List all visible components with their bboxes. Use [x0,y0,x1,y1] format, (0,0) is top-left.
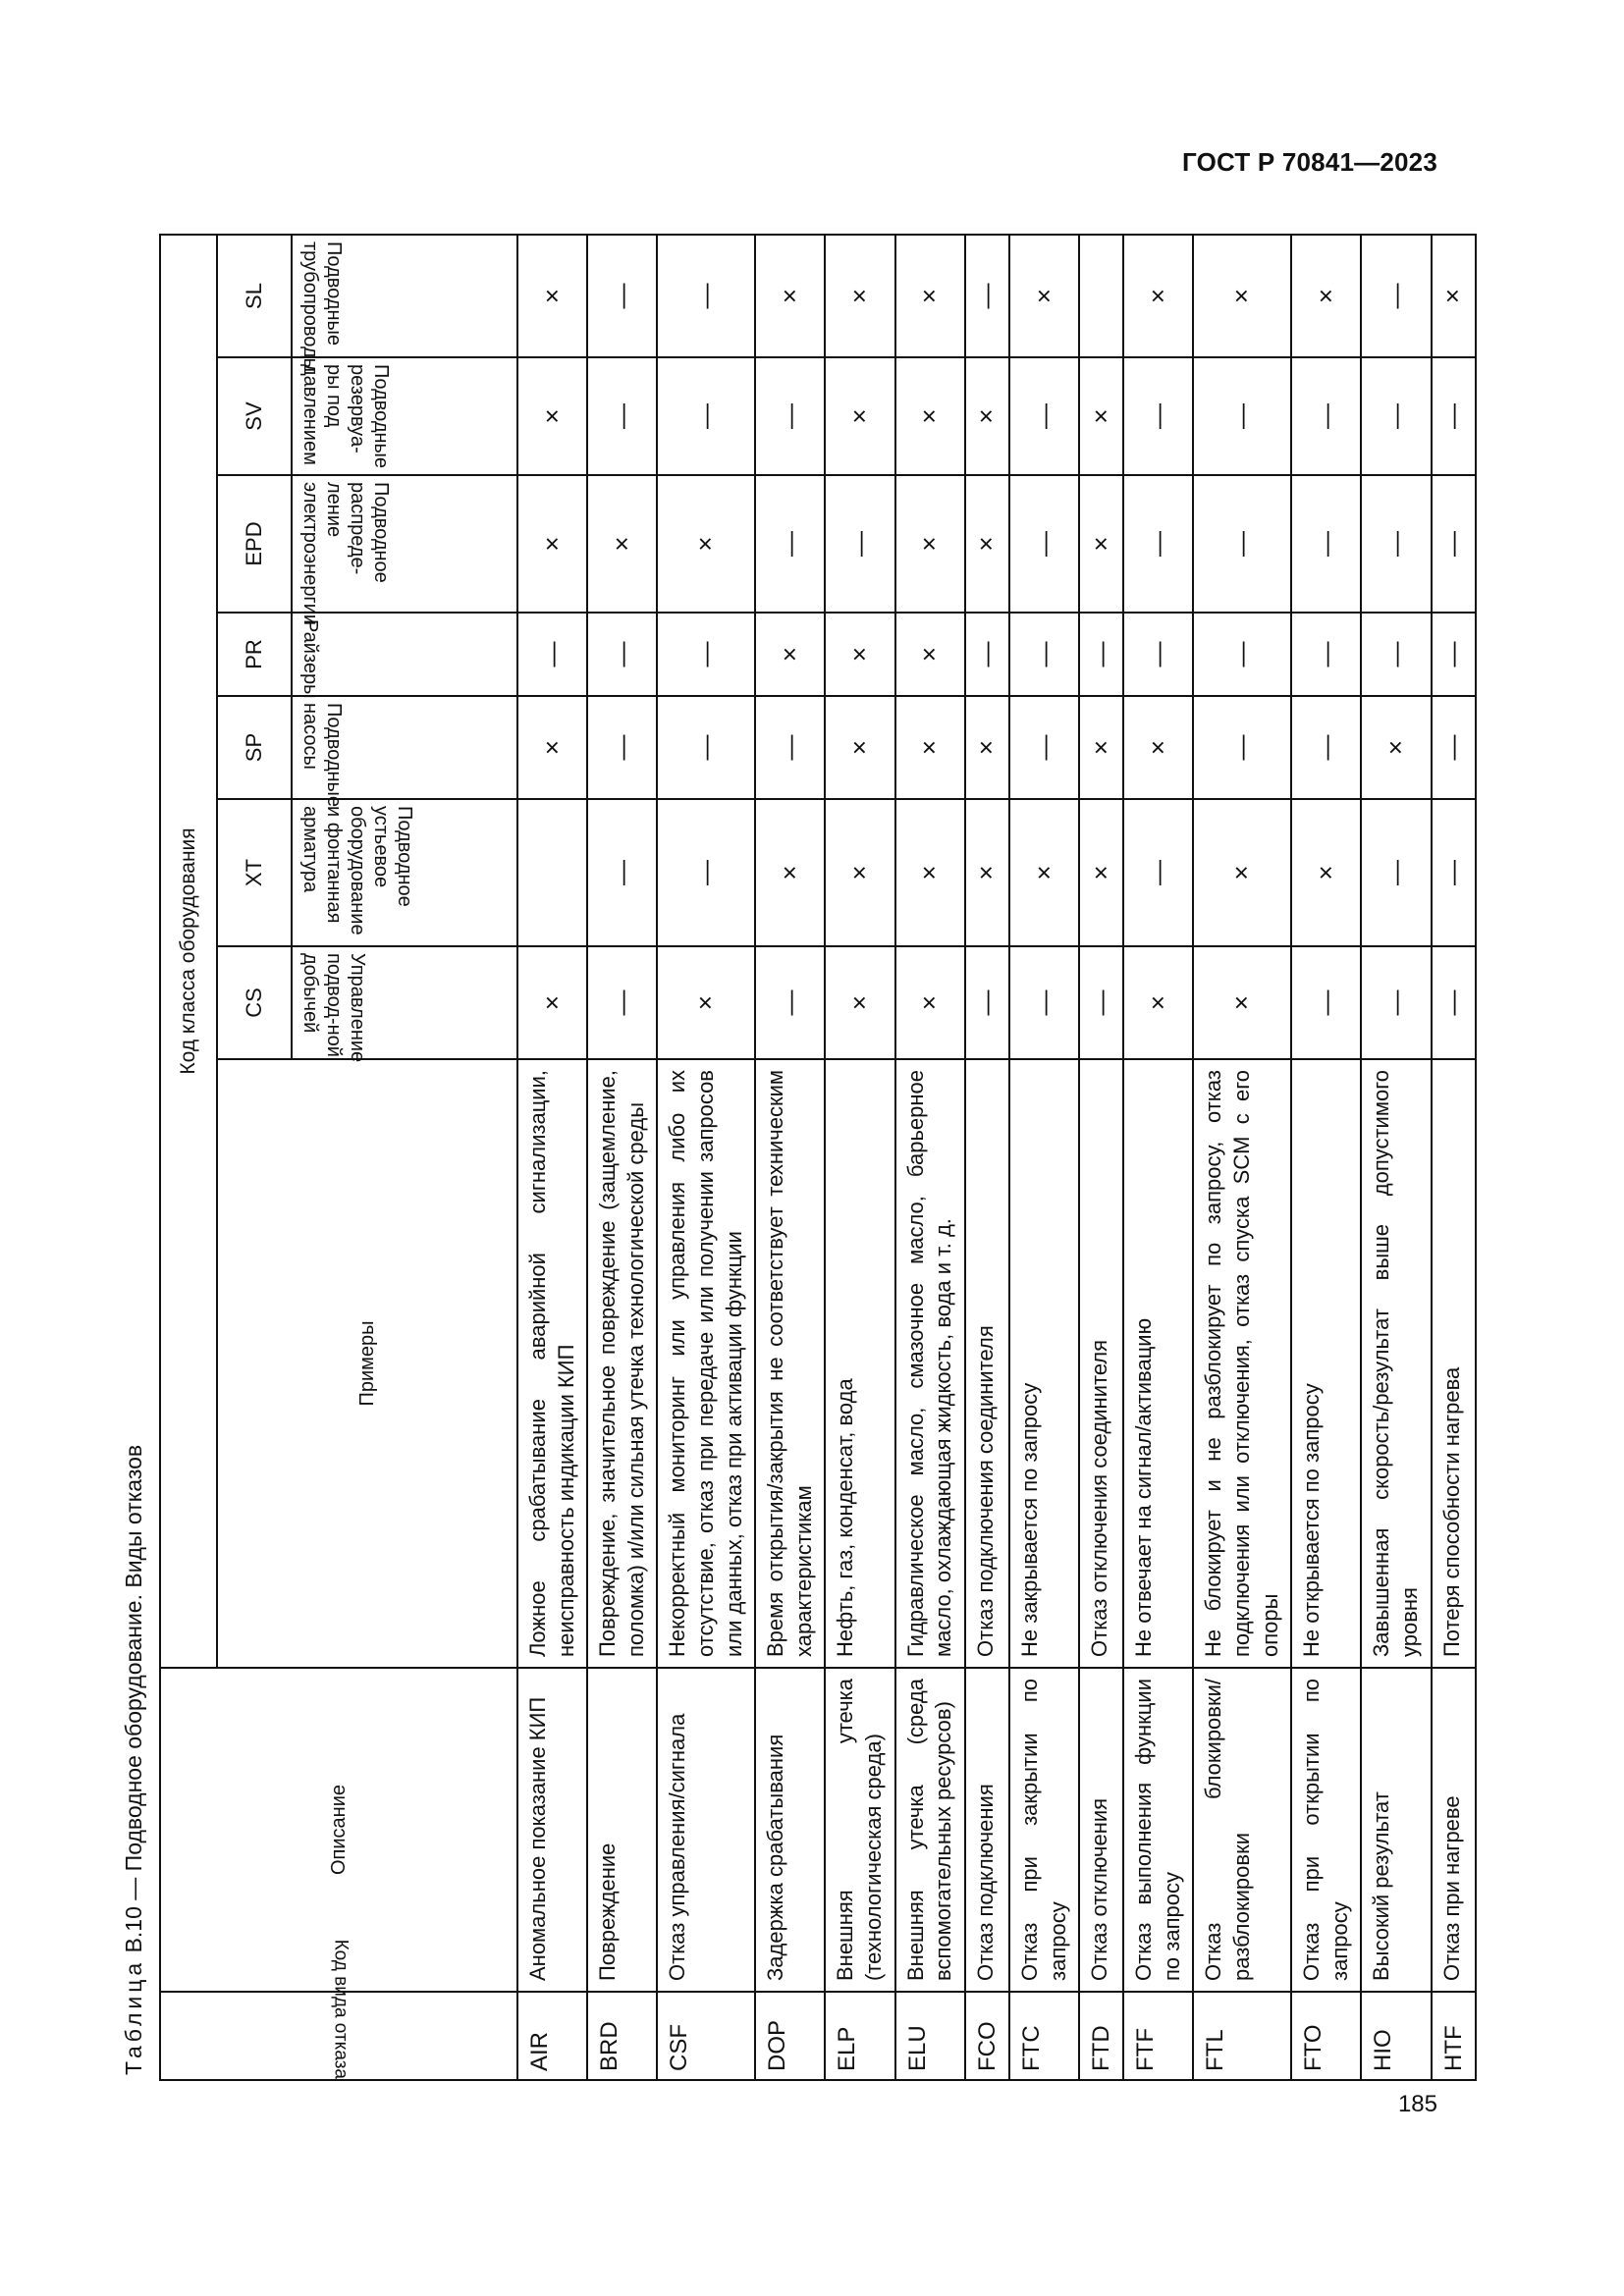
applicability-mark: — [1009,357,1079,475]
applicability-mark: — [1361,799,1431,946]
applicability-mark: — [1432,946,1476,1059]
applicability-mark: — [1432,357,1476,475]
applicability-mark: × [825,946,894,1059]
applicability-mark: — [965,613,1009,696]
failure-examples: Некорректный мониторинг или управления либо их отсутствие, отказ при передаче или получении запросов или данных, отказ при активации функции [657,1059,755,1668]
failure-modes-table [159,234,1477,2081]
applicability-mark: — [657,613,755,696]
table-row [965,235,1009,2080]
table-row [517,235,587,2080]
applicability-mark: × [657,946,755,1059]
eq-name-pr: Райзеры [292,613,517,696]
applicability-mark: — [1361,235,1431,357]
applicability-mark: — [1009,946,1079,1059]
applicability-mark: × [825,357,894,475]
applicability-mark: — [1432,613,1476,696]
description-header: Описание [160,1668,517,1992]
applicability-mark: × [1009,799,1079,946]
applicability-mark: — [1193,475,1291,613]
table-row [587,235,657,2080]
applicability-mark: × [825,613,894,696]
eq-code-xt: XT [217,799,292,946]
applicability-mark: × [895,613,965,696]
applicability-mark: × [1079,357,1123,475]
applicability-mark: × [517,946,587,1059]
applicability-mark: × [755,613,825,696]
failure-examples: Отказ подключения соединителя [965,1059,1009,1668]
failure-examples: Ложное срабатывание аварийной сигнализации, неисправность индикации КИП [517,1059,587,1668]
applicability-mark: × [657,475,755,613]
applicability-mark: × [1193,235,1291,357]
eq-name-xt: Подводное устьевое оборудование и фонтанная арматура [292,799,517,946]
table-row [1079,235,1123,2080]
table-row [1193,235,1291,2080]
failure-mode-code: FTC [1009,1992,1079,2080]
applicability-mark: — [1123,475,1193,613]
applicability-mark: — [1079,946,1123,1059]
applicability-mark: — [1291,946,1361,1059]
applicability-mark: — [1079,613,1123,696]
failure-examples: Не отвечает на сигнал/активацию [1123,1059,1193,1668]
caption-title: В.10 — Подводное оборудование. Виды отказов [121,1444,146,1959]
failure-mode-code: FTO [1291,1992,1361,2080]
applicability-mark: — [1291,613,1361,696]
applicability-mark: × [895,235,965,357]
failure-examples: Не закрывается по запросу [1009,1059,1079,1668]
failure-mode-code: CSF [657,1992,755,2080]
applicability-mark: × [895,799,965,946]
applicability-mark: × [1291,235,1361,357]
applicability-mark: — [1432,696,1476,799]
failure-mode-code: HTF [1432,1992,1476,2080]
applicability-mark [517,799,587,946]
failure-description: Повреждение [587,1668,657,1992]
failure-examples: Потеря способности нагрева [1432,1059,1476,1668]
applicability-mark: — [755,475,825,613]
failure-examples: Не открывается по запросу [1291,1059,1361,1668]
table-row [1432,235,1476,2080]
applicability-mark: — [965,946,1009,1059]
eq-code-cs: CS [217,946,292,1059]
failure-examples: Отказ отключения соединителя [1079,1059,1123,1668]
applicability-mark: — [1361,475,1431,613]
eq-name-epd: Подводное распреде-ление электроэнергии [292,475,517,613]
applicability-mark: — [1009,613,1079,696]
applicability-mark: — [587,235,657,357]
failure-mode-code: FTF [1123,1992,1193,2080]
eq-code-pr: PR [217,613,292,696]
table-row [1123,235,1193,2080]
applicability-mark: × [825,696,894,799]
failure-description: Отказ при нагреве [1432,1668,1476,1992]
applicability-mark: — [587,799,657,946]
applicability-mark: × [755,799,825,946]
applicability-mark: × [1079,696,1123,799]
table-row [657,235,755,2080]
equipment-class-header: Код класса оборудования [160,235,217,1668]
failure-description: Аномальное показание КИП [517,1668,587,1992]
applicability-mark: — [1193,613,1291,696]
eq-name-sl: Подводные трубопроводы [292,235,517,357]
examples-header: Примеры [217,1059,517,1668]
standard-code: ГОСТ Р 70841—2023 [1182,147,1437,177]
table-row [1291,235,1361,2080]
applicability-mark: × [1193,799,1291,946]
applicability-mark: × [1123,696,1193,799]
applicability-mark: × [1361,696,1431,799]
table-row [825,235,894,2080]
applicability-mark: × [1123,946,1193,1059]
applicability-mark: × [965,696,1009,799]
failure-description: Отказ управления/сигнала [657,1668,755,1992]
applicability-mark: — [517,613,587,696]
applicability-mark: × [517,475,587,613]
applicability-mark: — [755,357,825,475]
rotated-table-block [108,236,1468,2081]
failure-mode-code: AIR [517,1992,587,2080]
applicability-mark: × [1079,799,1123,946]
applicability-mark: × [895,696,965,799]
applicability-mark: × [1291,799,1361,946]
failure-mode-code: FCO [965,1992,1009,2080]
table-row [895,235,965,2080]
failure-mode-code: FTD [1079,1992,1123,2080]
applicability-mark: × [517,357,587,475]
failure-examples: Не блокирует и не разблокирует по запросу, отказ подключения или отключения, отказ спуска SCM с его опоры [1193,1059,1291,1668]
applicability-mark: — [587,946,657,1059]
applicability-mark: — [1291,696,1361,799]
applicability-mark: × [517,235,587,357]
applicability-mark: × [517,696,587,799]
failure-mode-code: HIO [1361,1992,1431,2080]
applicability-mark: — [657,799,755,946]
failure-description: Внешняя утечка (технологическая среда) [825,1668,894,1992]
eq-code-sp: SP [217,696,292,799]
applicability-mark: × [965,475,1009,613]
applicability-mark: — [587,696,657,799]
applicability-mark: — [1291,475,1361,613]
table-body [517,235,1476,2080]
failure-examples: Гидравлическое масло, смазочное масло, барьерное масло, охлаждающая жидкость, вода и т. д. [895,1059,965,1668]
mode-code-header: Код вида отказа [160,1992,517,2080]
failure-description: Задержка срабатывания [755,1668,825,1992]
applicability-mark: — [1291,357,1361,475]
applicability-mark: — [1361,946,1431,1059]
applicability-mark: — [1009,475,1079,613]
applicability-mark: — [657,696,755,799]
applicability-mark: — [755,696,825,799]
eq-name-cs: Управление подвод-ной добычей [292,946,517,1059]
applicability-mark: — [587,613,657,696]
applicability-mark: × [1009,235,1079,357]
applicability-mark: — [1193,696,1291,799]
table-row [755,235,825,2080]
applicability-mark: — [1193,357,1291,475]
eq-name-sp: Подводные насосы [292,696,517,799]
failure-description: Отказ блокировки/разблокировки [1193,1668,1291,1992]
table-caption [108,236,159,2081]
page-number: 185 [1397,2091,1437,2117]
applicability-mark: — [1432,799,1476,946]
applicability-mark: × [965,357,1009,475]
applicability-mark: × [825,799,894,946]
failure-examples: Повреждение, значительное повреждение (защемление, поломка) и/или сильная утечка технологической среды [587,1059,657,1668]
failure-description: Высокий результат [1361,1668,1431,1992]
failure-mode-code: DOP [755,1992,825,2080]
failure-description: Отказ при открытии по запросу [1291,1668,1361,1992]
applicability-mark: — [825,475,894,613]
failure-description: Отказ при закрытии по запросу [1009,1668,1079,1992]
applicability-mark: — [1123,799,1193,946]
applicability-mark: × [1432,235,1476,357]
applicability-mark: × [895,357,965,475]
applicability-mark: — [1432,475,1476,613]
applicability-mark: × [965,799,1009,946]
failure-mode-code: BRD [587,1992,657,2080]
applicability-mark: — [657,357,755,475]
applicability-mark: — [657,235,755,357]
failure-description: Отказ выполнения функции по запросу [1123,1668,1193,1992]
applicability-mark: × [825,235,894,357]
failure-examples: Нефть, газ, конденсат, вода [825,1059,894,1668]
eq-code-sl: SL [217,235,292,357]
applicability-mark: — [1361,613,1431,696]
applicability-mark: — [1123,357,1193,475]
applicability-mark: × [1079,475,1123,613]
failure-mode-code: FTL [1193,1992,1291,2080]
applicability-mark [1079,235,1123,357]
failure-description: Отказ отключения [1079,1668,1123,1992]
failure-description: Отказ подключения [965,1668,1009,1992]
applicability-mark: — [587,357,657,475]
failure-description: Внешняя утечка (среда вспомогательных ресурсов) [895,1668,965,1992]
applicability-mark: × [587,475,657,613]
header-row-1 [160,235,217,2080]
applicability-mark: × [755,235,825,357]
table-row [1361,235,1431,2080]
applicability-mark: — [1009,696,1079,799]
applicability-mark: × [1123,235,1193,357]
caption-prefix: Таблица [121,1958,146,2075]
applicability-mark: — [1123,613,1193,696]
applicability-mark: — [755,946,825,1059]
table-row [1009,235,1079,2080]
applicability-mark: × [895,475,965,613]
eq-code-sv: SV [217,357,292,475]
failure-mode-code: ELP [825,1992,894,2080]
eq-code-epd: EPD [217,475,292,613]
applicability-mark: — [965,235,1009,357]
failure-examples: Завышенная скорость/результат выше допустимого уровня [1361,1059,1431,1668]
failure-mode-code: ELU [895,1992,965,2080]
applicability-mark: × [1193,946,1291,1059]
eq-name-sv: Подводные резервуа-ры под давлением [292,357,517,475]
failure-examples: Время открытия/закрытия не соответствует техническим характеристикам [755,1059,825,1668]
applicability-mark: × [895,946,965,1059]
applicability-mark: — [1361,357,1431,475]
